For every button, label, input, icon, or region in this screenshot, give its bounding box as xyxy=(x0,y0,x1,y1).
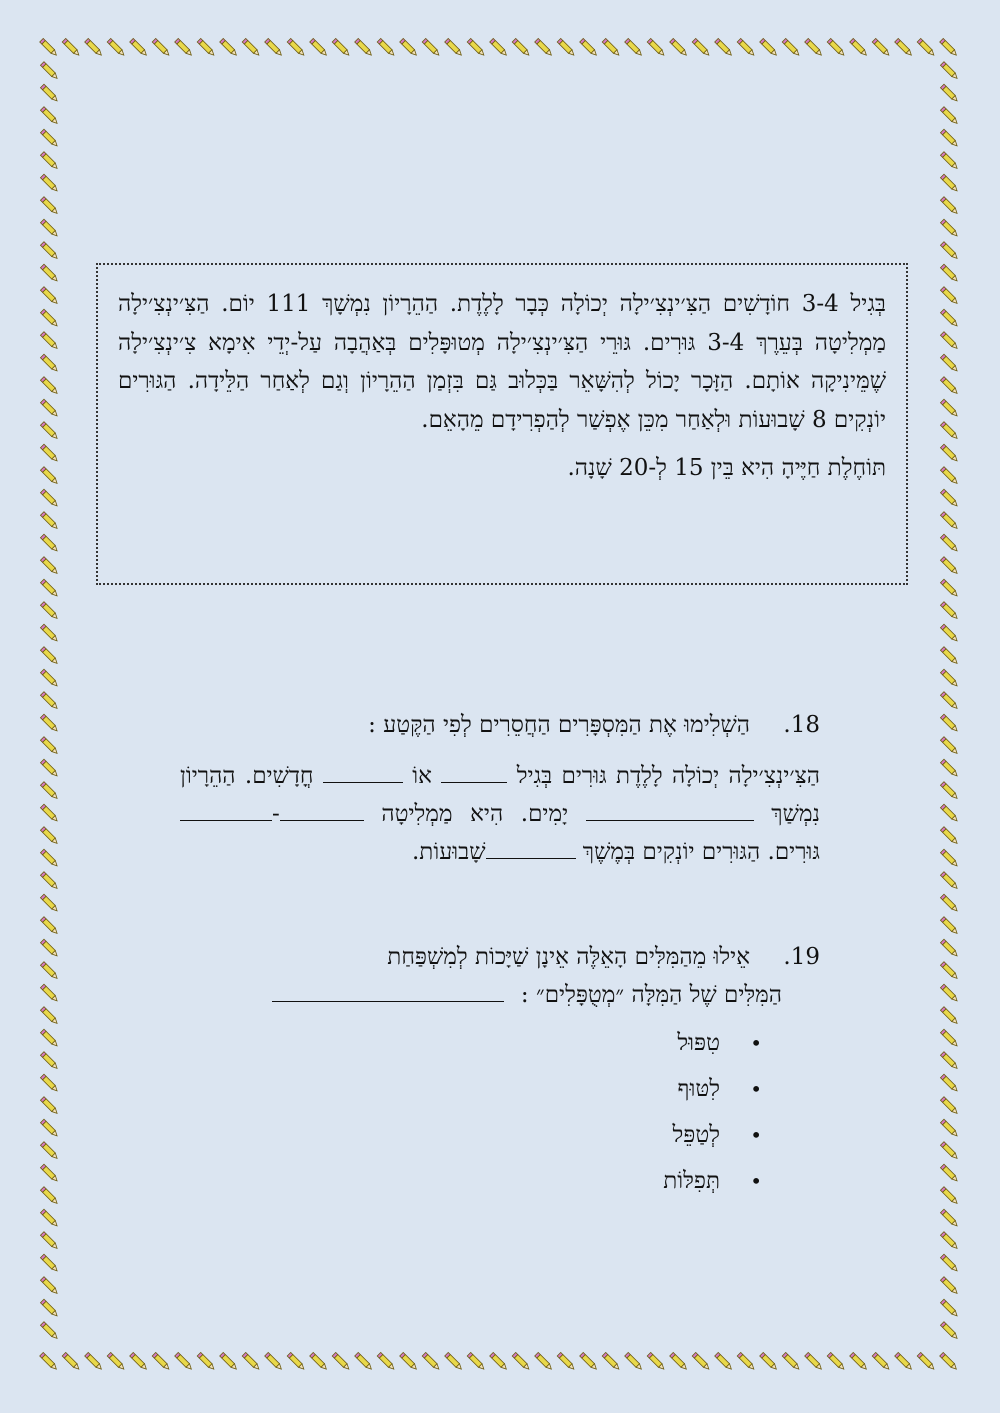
question-19 xyxy=(180,938,820,1204)
pencil-icon xyxy=(40,287,58,305)
option-item[interactable] xyxy=(180,1020,762,1066)
bullet-icon: • xyxy=(750,1123,762,1147)
bullet-icon: • xyxy=(750,1031,762,1055)
pencil-icon xyxy=(625,38,643,56)
pencil-icon xyxy=(40,759,58,777)
pencil-icon xyxy=(940,1119,958,1137)
pencil-icon xyxy=(40,737,58,755)
pencil-icon xyxy=(40,129,58,147)
pencil-icon xyxy=(940,962,958,980)
pencil-icon xyxy=(242,1352,260,1370)
answer-blank-pregnancy-days[interactable] xyxy=(586,796,754,821)
pencil-icon xyxy=(40,557,58,575)
pencil-icon xyxy=(940,534,958,552)
pencil-icon xyxy=(940,489,958,507)
pencil-icon xyxy=(40,1164,58,1182)
pencil-icon xyxy=(40,377,58,395)
pencil-icon xyxy=(625,1352,643,1370)
pencil-border-right xyxy=(938,60,962,1350)
pencil-icon xyxy=(40,1352,58,1370)
pencil-icon xyxy=(130,38,148,56)
pencil-icon xyxy=(580,38,598,56)
pencil-icon xyxy=(40,939,58,957)
answer-blank-age-1[interactable] xyxy=(441,758,507,783)
pencil-icon xyxy=(40,489,58,507)
pencil-icon xyxy=(40,512,58,530)
pencil-icon xyxy=(940,849,958,867)
pencil-icon xyxy=(40,714,58,732)
pencil-icon xyxy=(940,174,958,192)
pencil-icon xyxy=(62,38,80,56)
pencil-icon xyxy=(40,444,58,462)
pencil-icon xyxy=(940,579,958,597)
pencil-icon xyxy=(40,152,58,170)
pencil-icon xyxy=(940,467,958,485)
pencil-icon xyxy=(940,939,958,957)
pencil-icon xyxy=(917,1352,935,1370)
pencil-icon xyxy=(805,38,823,56)
pencil-icon xyxy=(940,759,958,777)
pencil-icon xyxy=(490,38,508,56)
pencil-icon xyxy=(40,1029,58,1047)
pencil-icon xyxy=(130,1352,148,1370)
pencil-icon xyxy=(940,984,958,1002)
pencil-icon xyxy=(40,917,58,935)
pencil-icon xyxy=(940,1322,958,1340)
pencil-icon xyxy=(940,1164,958,1182)
pencil-icon xyxy=(40,1254,58,1272)
pencil-icon xyxy=(940,602,958,620)
pencil-icon xyxy=(647,1352,665,1370)
pencil-icon xyxy=(40,242,58,260)
pencil-icon xyxy=(40,197,58,215)
pencil-icon xyxy=(40,647,58,665)
pencil-icon xyxy=(40,62,58,80)
pencil-icon xyxy=(940,84,958,102)
pencil-icon xyxy=(782,1352,800,1370)
pencil-icon xyxy=(40,332,58,350)
pencil-icon xyxy=(197,38,215,56)
pencil-icon xyxy=(40,579,58,597)
pencil-icon xyxy=(670,1352,688,1370)
pencil-icon xyxy=(85,38,103,56)
pencil-icon xyxy=(940,624,958,642)
pencil-icon xyxy=(940,804,958,822)
pencil-icon xyxy=(40,1074,58,1092)
pencil-icon xyxy=(940,1097,958,1115)
pencil-icon xyxy=(940,1277,958,1295)
pencil-icon xyxy=(647,38,665,56)
pencil-icon xyxy=(940,782,958,800)
pencil-icon xyxy=(940,354,958,372)
pencil-icon xyxy=(580,1352,598,1370)
fill-text-segment: הַצִּ׳ינְצִ׳ילָה יְכוֹלָה לָלֶדֶת גּוּרִים בְּגִיל xyxy=(507,763,821,789)
pencil-icon xyxy=(940,399,958,417)
pencil-icon xyxy=(940,264,958,282)
pencil-icon xyxy=(940,692,958,710)
pencil-icon xyxy=(512,38,530,56)
pencil-icon xyxy=(40,107,58,125)
pencil-icon xyxy=(827,1352,845,1370)
pencil-icon xyxy=(40,309,58,327)
pencil-icon xyxy=(62,1352,80,1370)
pencil-icon xyxy=(940,1187,958,1205)
pencil-icon xyxy=(557,38,575,56)
bullet-icon: • xyxy=(750,1169,762,1193)
pencil-icon xyxy=(535,38,553,56)
pencil-border-left xyxy=(38,60,62,1350)
pencil-icon xyxy=(692,38,710,56)
pencil-icon xyxy=(107,1352,125,1370)
question-18 xyxy=(180,706,820,871)
pencil-icon xyxy=(355,38,373,56)
pencil-icon xyxy=(490,1352,508,1370)
pencil-icon xyxy=(737,1352,755,1370)
pencil-icon xyxy=(940,1352,958,1370)
pencil-icon xyxy=(850,1352,868,1370)
pencil-icon xyxy=(287,38,305,56)
pencil-icon xyxy=(445,38,463,56)
pencil-icon xyxy=(40,1232,58,1250)
pencil-icon xyxy=(40,624,58,642)
option-item[interactable] xyxy=(180,1112,762,1158)
pencil-icon xyxy=(760,38,778,56)
pencil-icon xyxy=(422,38,440,56)
pencil-icon xyxy=(940,669,958,687)
pencil-icon xyxy=(40,894,58,912)
pencil-icon xyxy=(670,38,688,56)
question-18-fill-in-text xyxy=(180,757,820,871)
pencil-icon xyxy=(467,1352,485,1370)
pencil-icon xyxy=(940,1299,958,1317)
pencil-icon xyxy=(850,38,868,56)
pencil-icon xyxy=(872,1352,890,1370)
pencil-icon xyxy=(152,38,170,56)
pencil-icon xyxy=(40,602,58,620)
pencil-icon xyxy=(40,1097,58,1115)
pencil-icon xyxy=(310,38,328,56)
pencil-icon xyxy=(377,1352,395,1370)
pencil-icon xyxy=(827,38,845,56)
pencil-icon xyxy=(940,714,958,732)
question-18-prompt: הַשְׁלִימוּ אֶת הַמִּסְפָּרִים הַחֲסֵרִים לְפִי הַקֶּטַע : xyxy=(368,712,750,738)
pencil-icon xyxy=(940,1209,958,1227)
pencil-icon xyxy=(220,1352,238,1370)
pencil-icon xyxy=(940,917,958,935)
pencil-icon xyxy=(40,1187,58,1205)
bullet-icon: • xyxy=(750,1077,762,1101)
pencil-icon xyxy=(40,422,58,440)
pencil-icon xyxy=(602,38,620,56)
fill-text-segment: גּוּרִים. הַגּוּרִים יוֹנְקִים בְּמֶשֶׁךְ xyxy=(575,839,820,865)
pencil-icon xyxy=(265,38,283,56)
pencil-icon xyxy=(445,1352,463,1370)
pencil-icon xyxy=(917,38,935,56)
answer-blank-age-2[interactable] xyxy=(323,758,403,783)
passage-paragraph-1: בְּגִיל 3-4 חוֹדָשִׁים הַצִּ׳ינְצִ׳ילָה יְכוֹלָה כְּבָר לָלֶדֶת. הַהֵרָיוֹן נִמְשָׁךְ 111 יוֹם. הַצִּ׳ינְצִ׳ילָה מַמְלִיטָה בְּעֵרֶךְ 3-4 גּוּרִים. גּוּרֵי הַצִּ׳ינְצִ׳ילָה מְטוּפָּלִים בְּאַהֲבָה עַל-יְדֵי אִימָא צִ׳ינְצִ׳ילָה שֶׁמֵּינִיקָה אוֹתָם. הַזָּכָר יָכוֹל לְהִשָּׁאֵר בַּכְּלוּב גַּם בִּזְמַן הַהֵרָיוֹן וְגַם לְאַחַר הַלֵּידָה. הַגּוּרִים יוֹנְקִים 8 שָׁבוּעוֹת וּלְאַחַר מִכֵּן אֶפְשַׁר לְהַפְרִידָם מֵהָאֵם. xyxy=(118,291,886,433)
pencil-icon xyxy=(355,1352,373,1370)
pencil-icon xyxy=(422,1352,440,1370)
question-19-prompt-line-1: אֵילוּ מֵהַמִּלִּים הָאֵלֶּה אֵינָן שַׁיָּכוֹת לְמִשְׁפַּחַת xyxy=(387,944,750,970)
pencil-icon xyxy=(805,1352,823,1370)
pencil-icon xyxy=(40,354,58,372)
pencil-icon xyxy=(40,1142,58,1160)
pencil-icon xyxy=(940,219,958,237)
question-19-number: 19. xyxy=(783,944,820,970)
pencil-icon xyxy=(940,1232,958,1250)
pencil-icon xyxy=(40,399,58,417)
pencil-icon xyxy=(940,422,958,440)
pencil-icon xyxy=(940,377,958,395)
pencil-icon xyxy=(332,1352,350,1370)
pencil-icon xyxy=(40,692,58,710)
question-18-number: 18. xyxy=(783,712,820,738)
fill-text-segment: אוֹ xyxy=(402,763,442,789)
pencil-icon xyxy=(535,1352,553,1370)
pencil-icon xyxy=(40,804,58,822)
passage-paragraph-2: תּוֹחֶלֶת חַיֶּיהָ הִיא בֵּין 15 לְ-20 שָׁנָה. xyxy=(567,455,886,481)
pencil-icon xyxy=(40,219,58,237)
pencil-icon xyxy=(400,1352,418,1370)
option-item[interactable] xyxy=(180,1066,762,1112)
pencil-icon xyxy=(40,1322,58,1340)
pencil-icon xyxy=(287,1352,305,1370)
answer-blank-litter-max[interactable] xyxy=(180,796,272,821)
pencil-icon xyxy=(940,1074,958,1092)
pencil-icon xyxy=(512,1352,530,1370)
pencil-icon xyxy=(940,242,958,260)
pencil-icon xyxy=(940,1052,958,1070)
pencil-icon xyxy=(940,512,958,530)
pencil-icon xyxy=(940,557,958,575)
fill-text-segment: יָמִים. הִיא מַמְלִיטָה xyxy=(363,801,586,827)
pencil-icon xyxy=(737,38,755,56)
pencil-icon xyxy=(940,444,958,462)
pencil-icon xyxy=(85,1352,103,1370)
pencil-icon xyxy=(940,129,958,147)
option-label: לִטּוּף xyxy=(677,1076,720,1102)
pencil-icon xyxy=(940,827,958,845)
question-19-prompt-line-2: הַמִּלִּים שֶׁל הַמִּלָּה ״מְטֻפָּלִים״ : xyxy=(520,982,782,1008)
pencil-icon xyxy=(940,309,958,327)
pencil-icon xyxy=(872,38,890,56)
pencil-icon xyxy=(197,1352,215,1370)
pencil-icon xyxy=(940,287,958,305)
pencil-icon xyxy=(40,84,58,102)
pencil-icon xyxy=(40,827,58,845)
answer-blank-word-family[interactable] xyxy=(272,977,504,1002)
pencil-icon xyxy=(220,38,238,56)
pencil-icon xyxy=(175,38,193,56)
pencil-icon xyxy=(760,1352,778,1370)
pencil-icon xyxy=(602,1352,620,1370)
pencil-border-bottom xyxy=(38,1350,962,1374)
pencil-icon xyxy=(940,894,958,912)
option-item[interactable] xyxy=(180,1158,762,1204)
pencil-icon xyxy=(940,332,958,350)
fill-text-segment: - xyxy=(272,801,280,827)
question-19-options-list xyxy=(180,1020,762,1204)
option-label: טִפּוּל xyxy=(677,1030,720,1056)
pencil-icon xyxy=(40,534,58,552)
pencil-icon xyxy=(715,1352,733,1370)
pencil-icon xyxy=(310,1352,328,1370)
pencil-icon xyxy=(940,1029,958,1047)
answer-blank-litter-min[interactable] xyxy=(280,796,364,821)
pencil-border-top xyxy=(38,36,962,60)
pencil-icon xyxy=(40,984,58,1002)
pencil-icon xyxy=(107,38,125,56)
pencil-icon xyxy=(940,1254,958,1272)
pencil-icon xyxy=(940,62,958,80)
pencil-icon xyxy=(40,962,58,980)
pencil-icon xyxy=(242,38,260,56)
answer-blank-nursing-weeks[interactable] xyxy=(486,834,576,859)
pencil-icon xyxy=(40,1007,58,1025)
pencil-icon xyxy=(692,1352,710,1370)
option-label: לְטַפֵּל xyxy=(672,1122,720,1148)
pencil-icon xyxy=(940,152,958,170)
pencil-icon xyxy=(40,849,58,867)
pencil-icon xyxy=(940,107,958,125)
pencil-icon xyxy=(782,38,800,56)
pencil-icon xyxy=(40,38,58,56)
pencil-icon xyxy=(377,38,395,56)
pencil-icon xyxy=(467,38,485,56)
pencil-icon xyxy=(895,1352,913,1370)
pencil-icon xyxy=(940,647,958,665)
pencil-icon xyxy=(40,1209,58,1227)
pencil-icon xyxy=(557,1352,575,1370)
pencil-icon xyxy=(940,737,958,755)
pencil-icon xyxy=(40,1299,58,1317)
pencil-icon xyxy=(40,872,58,890)
pencil-icon xyxy=(40,782,58,800)
pencil-icon xyxy=(940,38,958,56)
pencil-icon xyxy=(40,467,58,485)
pencil-icon xyxy=(940,1007,958,1025)
pencil-icon xyxy=(265,1352,283,1370)
pencil-icon xyxy=(940,1142,958,1160)
pencil-icon xyxy=(940,872,958,890)
pencil-icon xyxy=(940,197,958,215)
pencil-icon xyxy=(175,1352,193,1370)
reading-passage-box xyxy=(96,263,908,585)
option-label: תְּפִלּוֹת xyxy=(663,1168,720,1194)
pencil-icon xyxy=(40,1119,58,1137)
pencil-icon xyxy=(40,1277,58,1295)
pencil-icon xyxy=(40,264,58,282)
pencil-icon xyxy=(332,38,350,56)
fill-text-segment: חֳדָשִׁים. הַהֵרָיוֹן נִמְשַׁךְ xyxy=(180,763,820,827)
pencil-icon xyxy=(40,669,58,687)
pencil-icon xyxy=(40,1052,58,1070)
pencil-icon xyxy=(895,38,913,56)
pencil-icon xyxy=(40,174,58,192)
pencil-icon xyxy=(152,1352,170,1370)
fill-text-segment: שָׁבוּעוֹת. xyxy=(412,839,486,865)
pencil-icon xyxy=(400,38,418,56)
pencil-icon xyxy=(715,38,733,56)
